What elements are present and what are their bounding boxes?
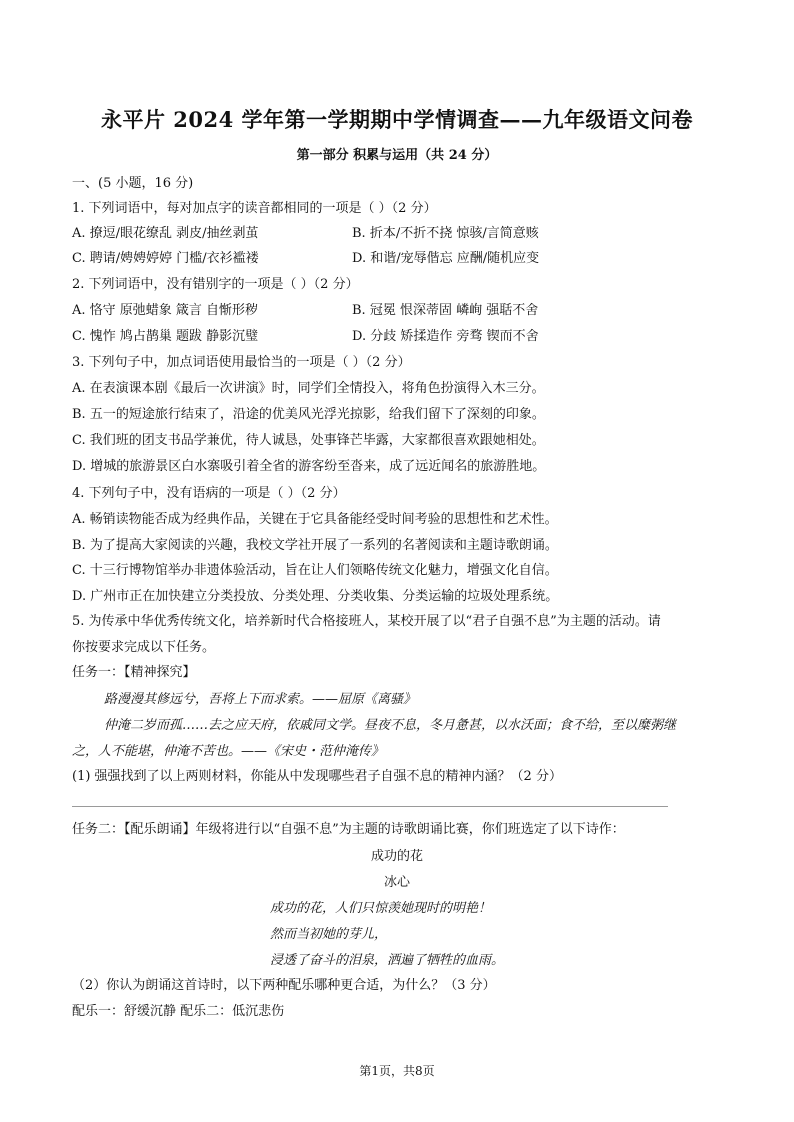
q1-option-a: A. 撩逗/眼花缭乱 剥皮/抽丝剥茧 <box>72 226 259 241</box>
q2-option-b: B. 冠冕 恨深蒂固 嶙峋 强聒不舍 <box>352 303 539 318</box>
task1-heading: 任务一：【精神探究】 <box>72 665 196 680</box>
q4-option-c: C. 十三行博物馆举办非遗体验活动，旨在让人们领略传统文化魅力，增强文化自信。 <box>72 563 558 578</box>
quote-lisao: 路漫漫其修远兮，吾将上下而求索。——屈原《离骚》 <box>104 692 417 707</box>
q2-option-c: C. 愧怍 鸠占鹊巢 题跋 静影沉璧 <box>72 329 259 344</box>
q4-option-a: A. 畅销读物能否成为经典作品，关键在于它具备能经受时间考验的思想性和艺术性。 <box>72 512 558 527</box>
q1-stem: 1. 下列词语中，每对加点字的读音都相同的一项是（ ）（2 分） <box>72 201 437 216</box>
poem-author: 冰心 <box>383 875 410 890</box>
poem-title: 成功的花 <box>370 849 423 864</box>
q2-stem: 2. 下列词语中，没有错别字的一项是（ ）（2 分） <box>72 277 359 292</box>
q5-stem-line2: 你按要求完成以下任务。 <box>72 640 216 655</box>
q1-option-d: D. 和谐/宠辱偕忘 应酬/随机应变 <box>352 251 540 266</box>
music-options: 配乐一：舒缓沉静 配乐二：低沉悲伤 <box>72 1004 285 1019</box>
q1-option-b: B. 折本/不折不挠 惊骇/言简意赅 <box>352 226 539 241</box>
task2-heading: 任务二：【配乐朗诵】年级将进行以“自强不息”为主题的诗歌朗诵比赛，你们班选定了以下诗作： <box>72 822 625 837</box>
q2-option-d: D. 分歧 矫揉造作 旁骛 锲而不舍 <box>352 329 539 344</box>
q3-option-c: C. 我们班的团支书品学兼优，待人诚恳，处事锋芒毕露，大家都很喜欢跟她相处。 <box>72 433 545 448</box>
q3-option-b: B. 五一的短途旅行结束了，沿途的优美风光浮光掠影，给我们留下了深刻的印象。 <box>72 407 545 422</box>
page-number: 第1页，共8页 <box>359 1064 435 1078</box>
poem-line-3: 浸透了奋斗的泪泉，洒遍了牺牲的血雨。 <box>270 953 505 968</box>
sub-question-2: （2）你认为朗诵这首诗时，以下两种配乐哪种更合适，为什么？（3 分） <box>72 978 496 993</box>
q3-option-d: D. 增城的旅游景区白水寨吸引着全省的游客纷至沓来，成了远近闻名的旅游胜地。 <box>72 459 546 474</box>
q3-option-a: A. 在表演课本剧《最后一次讲演》时，同学们全情投入，将角色扮演得入木三分。 <box>72 381 545 396</box>
q4-option-d: D. 广州市正在加快建立分类投放、分类处理、分类收集、分类运输的垃圾处理系统。 <box>72 589 559 604</box>
poem-line-1: 成功的花，人们只惊羡她现时的明艳！ <box>270 901 492 916</box>
section-heading: 一、(5 小题，16 分) <box>72 176 194 191</box>
sub-question-1: (1) 强强找到了以上两则材料，你能从中发现哪些君子自强不息的精神内涵？（2 分） <box>72 769 562 784</box>
part-heading: 第一部分 积累与运用（共 24 分） <box>296 148 498 163</box>
page-title: 永平片 2024 学年第一学期期中学情调查——九年级语文问卷 <box>100 107 694 132</box>
q4-option-b: B. 为了提高大家阅读的兴趣，我校文学社开展了一系列的名著阅读和主题诗歌朗诵。 <box>72 538 558 553</box>
quote-fanzhongyan-line1: 仲淹二岁而孤……去之应天府，依戚同文学。昼夜不息，冬月惫甚，以水沃面；食不给，至以糜粥继 <box>104 718 677 733</box>
q3-stem: 3. 下列句子中，加点词语使用最恰当的一项是（ ）（2 分） <box>72 355 411 370</box>
q2-option-a: A. 恪守 原弛蜡象 箴言 自惭形秽 <box>72 303 259 318</box>
answer-line[interactable] <box>72 806 668 807</box>
q1-option-c: C. 聘请/娉娉婷婷 门槛/衣衫褴褛 <box>72 251 259 266</box>
q4-stem: 4. 下列句子中，没有语病的一项是（ ）（2 分） <box>72 486 346 501</box>
poem-line-2: 然而当初她的芽儿， <box>270 927 388 942</box>
quote-fanzhongyan-line2: 之，人不能堪，仲淹不苦也。——《宋史・范仲淹传》 <box>72 744 385 759</box>
q5-stem-line1: 5. 为传承中华优秀传统文化，培养新时代合格接班人，某校开展了以“君子自强不息”为主题的活动。请 <box>72 614 661 629</box>
